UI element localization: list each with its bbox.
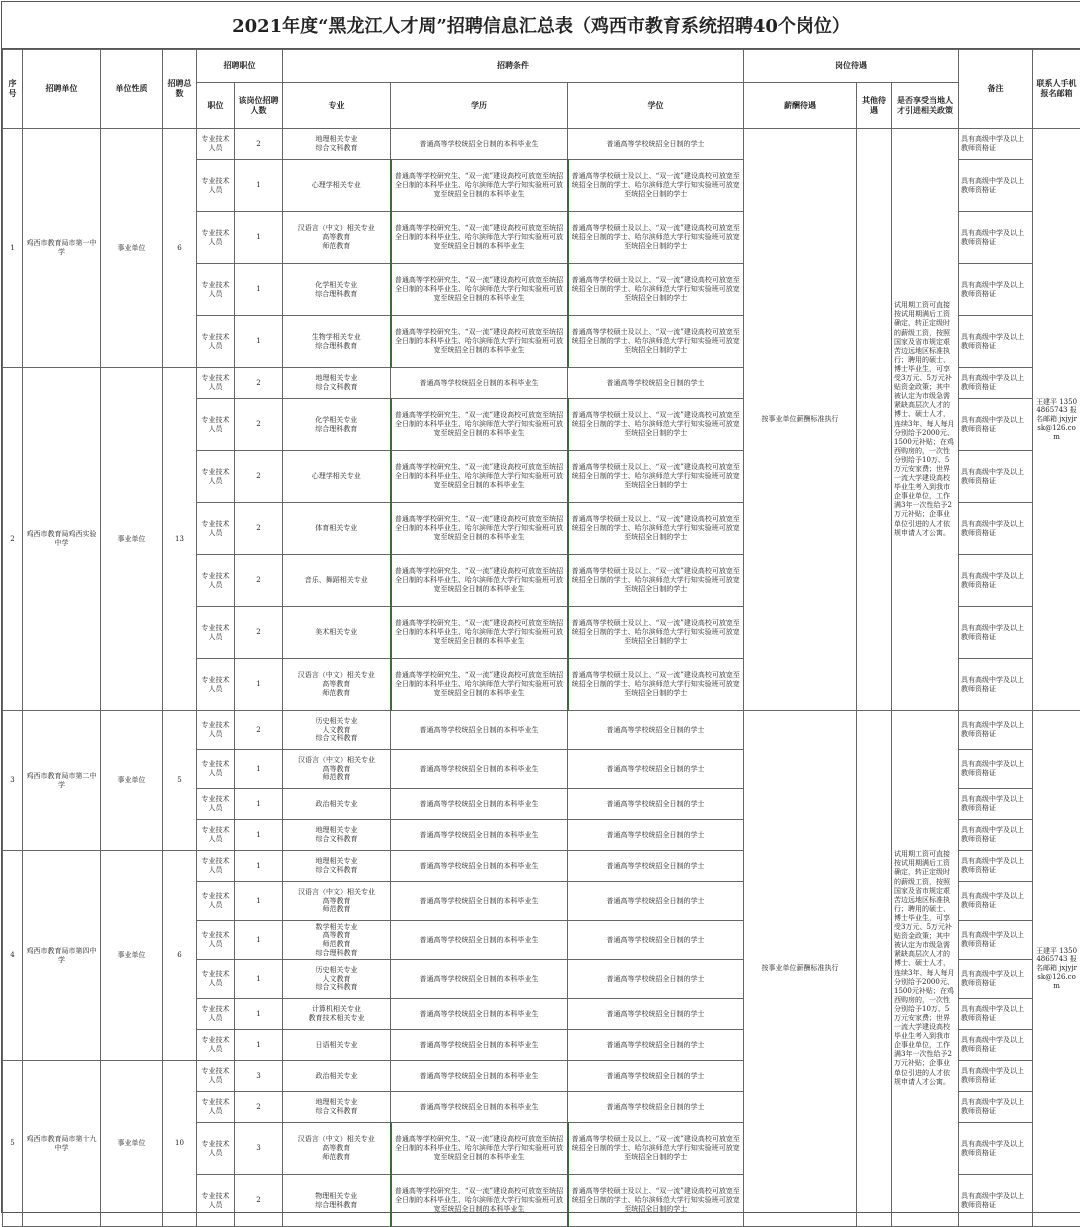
count-cell: 1 (235, 820, 283, 851)
position-cell: 专业技术人员 (197, 1030, 235, 1061)
edu-cell: 普通高等学校统招全日制的本科毕业生 (391, 1030, 568, 1061)
major-line: 地理相关专业 (285, 374, 388, 383)
remark-cell: 具有高级中学及以上教师资格证 (959, 1030, 1033, 1061)
edu-cell: 普通高等学校研究生、“双一流”建设高校可放宽至统招全日制的本科毕业生、哈尔滨师范大学行知实验班可放宽至统招全日制的本科毕业生 (391, 659, 568, 711)
major-line: 地理相关专业 (285, 857, 388, 866)
header-degree: 学位 (568, 83, 744, 129)
contact-cell: 王建平 13504865743 报名邮箱 jxjyjrsk@126.com (1033, 129, 1080, 711)
position-cell: 专业技术人员 (197, 368, 235, 399)
position-cell: 专业技术人员 (197, 711, 235, 750)
major-cell (283, 129, 391, 160)
header-major: 专业 (283, 83, 391, 129)
edu-cell: 普通高等学校统招全日制的本科毕业生 (391, 750, 568, 789)
position-cell: 专业技术人员 (197, 160, 235, 212)
remark-cell: 具有高级中学及以上教师资格证 (959, 1175, 1033, 1227)
table-row (3, 711, 1080, 750)
degree-cell: 普通高等学校统招全日制的学士 (568, 820, 744, 851)
recruitment-table (2, 49, 1080, 1227)
edu-cell: 普通高等学校统招全日制的本科毕业生 (391, 851, 568, 882)
major-cell (283, 820, 391, 851)
edu-cell: 普通高等学校统招全日制的本科毕业生 (391, 129, 568, 160)
count-cell: 2 (235, 1175, 283, 1227)
major-line: 师范教育 (285, 1153, 388, 1162)
policy-cell: 试用期工资可直接按试用期满后工资确定，转正定级时的薪级工资，按照国家及省市规定艰苦边远地区标准执行；聘用的硕士、博士毕业生，可享受3万元、5万元补贴资金政策；其中被认定为市级急需紧缺高层次人才的博士、硕士人才，连续3年、每人每月分别给予2000元、1500元补贴；在鸡西购房的，一次性分别给予10万、5万元安家费；世界一流大学建设高校毕业生考入到我市企事业单位，工作满3年一次性给予2万元补贴；企事业单位引进的人才依规申请人才公寓。 (892, 129, 959, 711)
degree-cell: 普通高等学校统招全日制的学士 (568, 851, 744, 882)
count-cell: 1 (235, 851, 283, 882)
major-line: 汉语言（中文）相关专业 (285, 756, 388, 765)
major-cell (283, 960, 391, 999)
major-line: 化学相关专业 (285, 416, 388, 425)
major-cell (283, 882, 391, 921)
position-cell: 专业技术人员 (197, 316, 235, 368)
edu-cell: 普通高等学校统招全日制的本科毕业生 (391, 999, 568, 1030)
degree-cell: 普通高等学校硕士及以上、“双一流”建设高校可放宽至统招全日制的学士、哈尔滨师范大学行知实验班可放宽至统招全日制的学士 (568, 555, 744, 607)
count-cell: 1 (235, 659, 283, 711)
edu-cell: 普通高等学校统招全日制的本科毕业生 (391, 820, 568, 851)
degree-cell: 普通高等学校硕士及以上、“双一流”建设高校可放宽至统招全日制的学士、哈尔滨师范大学行知实验班可放宽至统招全日制的学士 (568, 212, 744, 264)
edu-cell: 普通高等学校统招全日制的本科毕业生 (391, 882, 568, 921)
count-cell: 1 (235, 789, 283, 820)
degree-cell: 普通高等学校硕士及以上、“双一流”建设高校可放宽至统招全日制的学士、哈尔滨师范大学行知实验班可放宽至统招全日制的学士 (568, 1175, 744, 1227)
remark-cell: 具有高级中学及以上教师资格证 (959, 1123, 1033, 1175)
major-line: 汉语言（中文）相关专业 (285, 1135, 388, 1144)
header-other: 其他待遇 (857, 83, 892, 129)
edu-cell: 普通高等学校统招全日制的本科毕业生 (391, 921, 568, 960)
remark-cell: 具有高级中学及以上教师资格证 (959, 1092, 1033, 1123)
position-cell: 专业技术人员 (197, 789, 235, 820)
count-cell: 2 (235, 607, 283, 659)
major-line: 综合文科教育 (285, 983, 388, 992)
unit-seq: 2 (3, 368, 23, 711)
major-cell (283, 264, 391, 316)
major-line: 计算机相关专业 (285, 1005, 388, 1014)
unit-nature: 事业单位 (101, 368, 163, 711)
degree-cell: 普通高等学校硕士及以上、“双一流”建设高校可放宽至统招全日制的学士、哈尔滨师范大学行知实验班可放宽至统招全日制的学士 (568, 659, 744, 711)
header-unit: 招聘单位 (23, 50, 101, 129)
major-line: 地理相关专业 (285, 135, 388, 144)
major-line: 师范教育 (285, 242, 388, 251)
edu-cell: 普通高等学校研究生、“双一流”建设高校可放宽至统招全日制的本科毕业生、哈尔滨师范大学行知实验班可放宽至统招全日制的本科毕业生 (391, 264, 568, 316)
remark-cell: 具有高级中学及以上教师资格证 (959, 160, 1033, 212)
other-cell (857, 711, 892, 1227)
header-salary: 薪酬待遇 (744, 83, 857, 129)
unit-total: 13 (163, 368, 197, 711)
remark-cell: 具有高级中学及以上教师资格证 (959, 129, 1033, 160)
remark-cell: 具有高级中学及以上教师资格证 (959, 451, 1033, 503)
major-line: 心理学相关专业 (285, 472, 388, 481)
count-cell: 2 (235, 399, 283, 451)
position-cell: 专业技术人员 (197, 999, 235, 1030)
edu-cell: 普通高等学校统招全日制的本科毕业生 (391, 1092, 568, 1123)
count-cell: 3 (235, 1061, 283, 1092)
position-cell: 专业技术人员 (197, 451, 235, 503)
major-cell (283, 711, 391, 750)
major-line: 地理相关专业 (285, 1098, 388, 1107)
major-line: 生物学相关专业 (285, 333, 388, 342)
position-cell: 专业技术人员 (197, 1092, 235, 1123)
major-line: 地理相关专业 (285, 826, 388, 835)
major-line: 综合文科教育 (285, 866, 388, 875)
header-treat-group: 岗位待遇 (744, 50, 959, 83)
remark-cell: 具有高级中学及以上教师资格证 (959, 607, 1033, 659)
degree-cell: 普通高等学校硕士及以上、“双一流”建设高校可放宽至统招全日制的学士、哈尔滨师范大学行知实验班可放宽至统招全日制的学士 (568, 451, 744, 503)
table-body (3, 129, 1080, 1227)
unit-name: 鸡西市教育局市第十九中学 (23, 1061, 101, 1227)
count-cell: 1 (235, 316, 283, 368)
position-cell: 专业技术人员 (197, 129, 235, 160)
edu-cell: 普通高等学校研究生、“双一流”建设高校可放宽至统招全日制的本科毕业生、哈尔滨师范大学行知实验班可放宽至统招全日制的本科毕业生 (391, 212, 568, 264)
remark-cell: 具有高级中学及以上教师资格证 (959, 999, 1033, 1030)
count-cell: 1 (235, 212, 283, 264)
degree-cell: 普通高等学校统招全日制的学士 (568, 129, 744, 160)
major-cell (283, 851, 391, 882)
position-cell: 专业技术人员 (197, 960, 235, 999)
degree-cell: 普通高等学校硕士及以上、“双一流”建设高校可放宽至统招全日制的学士、哈尔滨师范大学行知实验班可放宽至统招全日制的学士 (568, 399, 744, 451)
count-cell: 2 (235, 503, 283, 555)
edu-cell: 普通高等学校研究生、“双一流”建设高校可放宽至统招全日制的本科毕业生、哈尔滨师范大学行知实验班可放宽至统招全日制的本科毕业生 (391, 1123, 568, 1175)
position-cell: 专业技术人员 (197, 820, 235, 851)
remark-cell: 具有高级中学及以上教师资格证 (959, 264, 1033, 316)
count-cell: 2 (235, 129, 283, 160)
count-cell: 1 (235, 960, 283, 999)
position-cell: 专业技术人员 (197, 1123, 235, 1175)
unit-nature: 事业单位 (101, 851, 163, 1061)
header-position-group: 招聘职位 (197, 50, 283, 83)
degree-cell: 普通高等学校统招全日制的学士 (568, 711, 744, 750)
count-cell: 1 (235, 264, 283, 316)
unit-seq: 4 (3, 851, 23, 1061)
remark-cell: 具有高级中学及以上教师资格证 (959, 820, 1033, 851)
remark-cell: 具有高级中学及以上教师资格证 (959, 316, 1033, 368)
major-line: 教育技术相关专业 (285, 1014, 388, 1023)
major-line: 政治相关专业 (285, 800, 388, 809)
major-line: 汉语言（中文）相关专业 (285, 671, 388, 680)
edu-cell: 普通高等学校研究生、“双一流”建设高校可放宽至统招全日制的本科毕业生、哈尔滨师范大学行知实验班可放宽至统招全日制的本科毕业生 (391, 316, 568, 368)
unit-seq: 1 (3, 129, 23, 368)
degree-cell: 普通高等学校硕士及以上、“双一流”建设高校可放宽至统招全日制的学士、哈尔滨师范大学行知实验班可放宽至统招全日制的学士 (568, 1123, 744, 1175)
degree-cell: 普通高等学校硕士及以上、“双一流”建设高校可放宽至统招全日制的学士、哈尔滨师范大学行知实验班可放宽至统招全日制的学士 (568, 264, 744, 316)
remark-cell: 具有高级中学及以上教师资格证 (959, 750, 1033, 789)
count-cell: 1 (235, 160, 283, 212)
header-contact: 联系人手机报名邮箱 (1033, 50, 1080, 129)
unit-name: 鸡西市教育局市第一中学 (23, 129, 101, 368)
unit-name: 鸡西市教育局鸡西实验中学 (23, 368, 101, 711)
edu-cell: 普通高等学校统招全日制的本科毕业生 (391, 1061, 568, 1092)
count-cell: 3 (235, 1123, 283, 1175)
major-cell (283, 999, 391, 1030)
major-line: 高等教育 (285, 680, 388, 689)
major-cell (283, 750, 391, 789)
major-line: 高等教育 (285, 897, 388, 906)
unit-nature: 事业单位 (101, 1061, 163, 1227)
major-line: 历史相关专业 (285, 966, 388, 975)
count-cell: 1 (235, 882, 283, 921)
remark-cell: 具有高级中学及以上教师资格证 (959, 368, 1033, 399)
degree-cell: 普通高等学校硕士及以上、“双一流”建设高校可放宽至统招全日制的学士、哈尔滨师范大学行知实验班可放宽至统招全日制的学士 (568, 607, 744, 659)
policy-cell: 试用期工资可直接按试用期满后工资确定，转正定级时的薪级工资，按照国家及省市规定艰苦边远地区标准执行；聘用的硕士、博士毕业生，可享受3万元、5万元补贴资金政策；其中被认定为市级急需紧缺高层次人才的博士、硕士人才，连续3年、每人每月分别给予2000元、1500元补贴；在鸡西购房的，一次性分别给予10万、5万元安家费；世界一流大学建设高校毕业生考入到我市企事业单位，工作满3年一次性给予2万元补贴；企事业单位引进的人才依规申请人才公寓。 (892, 711, 959, 1227)
major-line: 政治相关专业 (285, 1072, 388, 1081)
major-line: 师范教育 (285, 773, 388, 782)
degree-cell: 普通高等学校统招全日制的学士 (568, 1092, 744, 1123)
remark-cell: 具有高级中学及以上教师资格证 (959, 503, 1033, 555)
major-line: 师范教育 (285, 905, 388, 914)
remark-cell: 具有高级中学及以上教师资格证 (959, 851, 1033, 882)
recruitment-sheet (1, 1, 1080, 1213)
position-cell: 专业技术人员 (197, 399, 235, 451)
degree-cell: 普通高等学校硕士及以上、“双一流”建设高校可放宽至统招全日制的学士、哈尔滨师范大学行知实验班可放宽至统招全日制的学士 (568, 160, 744, 212)
position-cell: 专业技术人员 (197, 659, 235, 711)
unit-total: 6 (163, 851, 197, 1061)
major-line: 音乐、舞蹈相关专业 (285, 576, 388, 585)
major-line: 数学相关专业 (285, 923, 388, 932)
header-seq: 序号 (3, 50, 23, 129)
edu-cell: 普通高等学校统招全日制的本科毕业生 (391, 960, 568, 999)
remark-cell: 具有高级中学及以上教师资格证 (959, 399, 1033, 451)
edu-cell: 普通高等学校研究生、“双一流”建设高校可放宽至统招全日制的本科毕业生、哈尔滨师范大学行知实验班可放宽至统招全日制的本科毕业生 (391, 503, 568, 555)
header-total: 招聘总数 (163, 50, 197, 129)
major-line: 综合理科教育 (285, 1201, 388, 1210)
major-line: 综合理科教育 (285, 425, 388, 434)
edu-cell: 普通高等学校研究生、“双一流”建设高校可放宽至统招全日制的本科毕业生、哈尔滨师范大学行知实验班可放宽至统招全日制的本科毕业生 (391, 607, 568, 659)
major-line: 综合文科教育 (285, 734, 388, 743)
degree-cell: 普通高等学校硕士及以上、“双一流”建设高校可放宽至统招全日制的学士、哈尔滨师范大学行知实验班可放宽至统招全日制的学士 (568, 316, 744, 368)
major-line: 高等教育 (285, 765, 388, 774)
edu-cell: 普通高等学校统招全日制的本科毕业生 (391, 711, 568, 750)
header-count: 该岗位招聘人数 (235, 83, 283, 129)
position-cell: 专业技术人员 (197, 607, 235, 659)
other-cell (857, 129, 892, 711)
major-cell (283, 555, 391, 607)
salary-cell: 按事业单位薪酬标准执行 (744, 129, 857, 711)
count-cell: 1 (235, 1030, 283, 1061)
unit-total: 5 (163, 711, 197, 851)
unit-nature: 事业单位 (101, 129, 163, 368)
major-line: 美术相关专业 (285, 628, 388, 637)
major-cell (283, 1061, 391, 1092)
degree-cell: 普通高等学校统招全日制的学士 (568, 1061, 744, 1092)
major-line: 体育相关专业 (285, 524, 388, 533)
header-edu: 学历 (391, 83, 568, 129)
position-cell: 专业技术人员 (197, 1175, 235, 1227)
count-cell: 1 (235, 750, 283, 789)
major-line: 综合文科教育 (285, 144, 388, 153)
unit-seq: 5 (3, 1061, 23, 1227)
unit-nature: 事业单位 (101, 711, 163, 851)
remark-cell: 具有高级中学及以上教师资格证 (959, 789, 1033, 820)
major-line: 综合理科教育 (285, 290, 388, 299)
unit-total: 6 (163, 129, 197, 368)
edu-cell: 普通高等学校研究生、“双一流”建设高校可放宽至统招全日制的本科毕业生、哈尔滨师范大学行知实验班可放宽至统招全日制的本科毕业生 (391, 555, 568, 607)
remark-cell: 具有高级中学及以上教师资格证 (959, 1061, 1033, 1092)
major-line: 高等教育 (285, 1144, 388, 1153)
position-cell: 专业技术人员 (197, 264, 235, 316)
unit-name: 鸡西市教育局市第二中学 (23, 711, 101, 851)
salary-cell: 按事业单位薪酬标准执行 (744, 711, 857, 1227)
degree-cell: 普通高等学校统招全日制的学士 (568, 882, 744, 921)
position-cell: 专业技术人员 (197, 1061, 235, 1092)
remark-cell: 具有高级中学及以上教师资格证 (959, 659, 1033, 711)
remark-cell: 具有高级中学及以上教师资格证 (959, 882, 1033, 921)
contact-cell: 王建平 13504865743 报名邮箱 jxjyjrsk@126.com (1033, 711, 1080, 1227)
major-cell (283, 451, 391, 503)
position-cell: 专业技术人员 (197, 921, 235, 960)
major-line: 师范教育 (285, 940, 388, 949)
degree-cell: 普通高等学校统招全日制的学士 (568, 750, 744, 789)
degree-cell: 普通高等学校统招全日制的学士 (568, 789, 744, 820)
major-line: 人文教育 (285, 726, 388, 735)
major-line: 历史相关专业 (285, 717, 388, 726)
header-policy: 是否享受当地人才引进相关政策 (892, 83, 959, 129)
major-cell (283, 789, 391, 820)
degree-cell: 普通高等学校统招全日制的学士 (568, 960, 744, 999)
major-line: 心理学相关专业 (285, 181, 388, 190)
major-line: 综合理科教育 (285, 949, 388, 958)
position-cell: 专业技术人员 (197, 750, 235, 789)
major-cell (283, 212, 391, 264)
remark-cell: 具有高级中学及以上教师资格证 (959, 555, 1033, 607)
degree-cell: 普通高等学校统招全日制的学士 (568, 1030, 744, 1061)
position-cell: 专业技术人员 (197, 212, 235, 264)
header-position: 职位 (197, 83, 235, 129)
count-cell: 2 (235, 555, 283, 607)
major-cell (283, 1092, 391, 1123)
degree-cell: 普通高等学校统招全日制的学士 (568, 921, 744, 960)
count-cell: 2 (235, 1092, 283, 1123)
major-cell (283, 316, 391, 368)
major-cell (283, 399, 391, 451)
sheet-title: 2021年度“黑龙江人才周”招聘信息汇总表（鸡西市教育系统招聘40个岗位） (2, 2, 1080, 49)
major-cell (283, 607, 391, 659)
remark-cell: 具有高级中学及以上教师资格证 (959, 921, 1033, 960)
position-cell: 专业技术人员 (197, 555, 235, 607)
major-line: 高等教育 (285, 931, 388, 940)
edu-cell: 普通高等学校研究生、“双一流”建设高校可放宽至统招全日制的本科毕业生、哈尔滨师范大学行知实验班可放宽至统招全日制的本科毕业生 (391, 160, 568, 212)
major-line: 综合文科教育 (285, 383, 388, 392)
count-cell: 2 (235, 451, 283, 503)
position-cell: 专业技术人员 (197, 503, 235, 555)
major-line: 高等教育 (285, 233, 388, 242)
count-cell: 2 (235, 368, 283, 399)
unit-seq: 3 (3, 711, 23, 851)
major-line: 综合文科教育 (285, 835, 388, 844)
major-cell (283, 160, 391, 212)
unit-name: 鸡西市教育局市第四中学 (23, 851, 101, 1061)
major-line: 综合文科教育 (285, 1107, 388, 1116)
remark-cell: 具有高级中学及以上教师资格证 (959, 212, 1033, 264)
edu-cell: 普通高等学校研究生、“双一流”建设高校可放宽至统招全日制的本科毕业生、哈尔滨师范大学行知实验班可放宽至统招全日制的本科毕业生 (391, 1175, 568, 1227)
remark-cell: 具有高级中学及以上教师资格证 (959, 711, 1033, 750)
major-line: 师范教育 (285, 689, 388, 698)
degree-cell: 普通高等学校统招全日制的学士 (568, 368, 744, 399)
major-line: 日语相关专业 (285, 1041, 388, 1050)
remark-cell: 具有高级中学及以上教师资格证 (959, 960, 1033, 999)
major-cell (283, 1175, 391, 1227)
major-cell (283, 1030, 391, 1061)
degree-cell: 普通高等学校统招全日制的学士 (568, 999, 744, 1030)
degree-cell: 普通高等学校硕士及以上、“双一流”建设高校可放宽至统招全日制的学士、哈尔滨师范大学行知实验班可放宽至统招全日制的学士 (568, 503, 744, 555)
edu-cell: 普通高等学校统招全日制的本科毕业生 (391, 789, 568, 820)
major-line: 汉语言（中文）相关专业 (285, 888, 388, 897)
header-remark: 备注 (959, 50, 1033, 129)
major-cell (283, 921, 391, 960)
major-line: 人文教育 (285, 975, 388, 984)
major-cell (283, 368, 391, 399)
position-cell: 专业技术人员 (197, 882, 235, 921)
table-row (3, 129, 1080, 160)
header-nature: 单位性质 (101, 50, 163, 129)
major-cell (283, 659, 391, 711)
major-cell (283, 1123, 391, 1175)
count-cell: 1 (235, 921, 283, 960)
count-cell: 2 (235, 711, 283, 750)
edu-cell: 普通高等学校研究生、“双一流”建设高校可放宽至统招全日制的本科毕业生、哈尔滨师范大学行知实验班可放宽至统招全日制的本科毕业生 (391, 451, 568, 503)
header-cond-group: 招聘条件 (283, 50, 744, 83)
position-cell: 专业技术人员 (197, 851, 235, 882)
edu-cell: 普通高等学校统招全日制的本科毕业生 (391, 368, 568, 399)
unit-total: 10 (163, 1061, 197, 1227)
major-line: 物理相关专业 (285, 1192, 388, 1201)
major-line: 综合理科教育 (285, 342, 388, 351)
major-cell (283, 503, 391, 555)
major-line: 汉语言（中文）相关专业 (285, 224, 388, 233)
count-cell: 1 (235, 999, 283, 1030)
major-line: 化学相关专业 (285, 281, 388, 290)
edu-cell: 普通高等学校研究生、“双一流”建设高校可放宽至统招全日制的本科毕业生、哈尔滨师范大学行知实验班可放宽至统招全日制的本科毕业生 (391, 399, 568, 451)
